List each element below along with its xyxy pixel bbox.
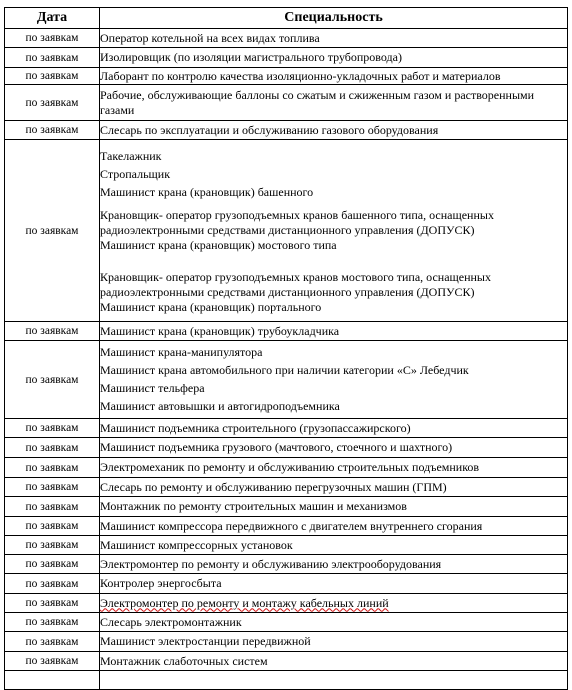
table-row <box>5 632 568 652</box>
table-row <box>5 536 568 555</box>
specialty-cell: Машинист компрессора передвижного с двигателем внутреннего сгорания <box>100 517 568 536</box>
date-cell: по заявкам <box>5 85 100 121</box>
specialty-cell: Монтажник слаботочных систем <box>100 652 568 671</box>
specialty-cell: Слесарь электромонтажник <box>100 613 568 632</box>
specialty-text: Рабочие, обслуживающие баллоны со сжатым и сжиженным газом и растворенными газами <box>100 87 535 117</box>
specialty-cell: Электромонтер по ремонту и обслуживанию электрооборудования <box>100 555 568 574</box>
specialty-cell: Слесарь по ремонту и обслуживанию перегрузочных машин (ГПМ) <box>100 478 568 497</box>
table-row <box>5 322 568 341</box>
specialty-line: Машинист крана (крановщик) башенного <box>100 184 314 199</box>
table-row <box>5 140 568 322</box>
specialty-cell: Оператор котельной на всех видах топлива <box>100 29 568 48</box>
table-row <box>5 594 568 613</box>
specialty-text: Электромонтер по ремонту и монтажу кабельных линий <box>100 595 389 610</box>
specialties-table <box>4 7 568 690</box>
date-cell: по заявкам <box>5 613 100 632</box>
table-row <box>5 68 568 85</box>
table-row <box>5 652 568 671</box>
specialty-cell: Машинист подъемника грузового (мачтового, стоечного и шахтного) <box>100 438 568 458</box>
table-row <box>5 555 568 574</box>
table-row <box>5 497 568 517</box>
header-specialty: Специальность <box>100 8 568 29</box>
date-cell: по заявкам <box>5 29 100 48</box>
specialty-cell: Машинист крана (крановщик) трубоукладчика <box>100 322 568 341</box>
date-cell: по заявкам <box>5 322 100 341</box>
date-cell: по заявкам <box>5 478 100 497</box>
table-row <box>5 85 568 121</box>
specialty-cell <box>100 594 568 613</box>
table-row <box>5 341 568 419</box>
table-row <box>5 671 568 690</box>
specialty-cell: Монтажник по ремонту строительных машин и механизмов <box>100 497 568 517</box>
date-cell: по заявкам <box>5 517 100 536</box>
date-cell <box>5 671 100 690</box>
date-cell: по заявкам <box>5 536 100 555</box>
table-row <box>5 29 568 48</box>
specialty-cell: Машинист подъемника строительного (грузопассажирского) <box>100 419 568 438</box>
specialty-cell: Электромеханик по ремонту и обслуживанию строительных подъемников <box>100 458 568 478</box>
specialty-cell <box>100 671 568 690</box>
date-cell: по заявкам <box>5 574 100 594</box>
specialty-line: Машинист крана-манипулятора <box>100 345 263 359</box>
specialty-line: Машинист автовышки и автогидроподъемника <box>100 399 340 413</box>
table-row <box>5 458 568 478</box>
table-row <box>5 121 568 140</box>
specialty-cell: Машинист компрессорных установок <box>100 536 568 555</box>
date-cell: по заявкам <box>5 555 100 574</box>
date-cell: по заявкам <box>5 121 100 140</box>
table-row <box>5 419 568 438</box>
specialty-cell: Слесарь по эксплуатации и обслуживанию газового оборудования <box>100 121 568 140</box>
date-cell: по заявкам <box>5 419 100 438</box>
header-row <box>5 8 568 29</box>
header-date: Дата <box>5 8 100 29</box>
specialty-cell: Контролер энергосбыта <box>100 574 568 594</box>
specialty-line: Машинист крана (крановщик) портального <box>100 299 322 314</box>
date-cell: по заявкам <box>5 652 100 671</box>
specialty-line: Крановщик- оператор грузоподъемных кранов башенного типа, оснащенных радиоэлектронными средствами дистанционного управления (ДОПУСК) <box>100 207 494 237</box>
specialty-line: Стропальщик <box>100 166 171 181</box>
specialty-line: Машинист тельфера <box>100 381 205 395</box>
date-cell: по заявкам <box>5 497 100 517</box>
date-cell: по заявкам <box>5 458 100 478</box>
date-cell: по заявкам <box>5 632 100 652</box>
specialty-cell: Изолировщик (по изоляции магистрального трубопровода) <box>100 48 568 68</box>
specialty-line: Крановщик- оператор грузоподъемных кранов мостового типа, оснащенных радиоэлектронными средствами дистанционного управления (ДОПУСК) <box>100 269 491 299</box>
specialty-line: Машинист крана автомобильного при наличии категории «С» Лебедчик <box>100 363 469 377</box>
specialty-cell <box>100 341 568 419</box>
table-row <box>5 438 568 458</box>
table-row <box>5 613 568 632</box>
specialty-line: Такелажник <box>100 148 162 163</box>
table-row <box>5 478 568 497</box>
specialty-cell <box>100 140 568 322</box>
specialty-cell: Лаборант по контролю качества изоляционно-укладочных работ и материалов <box>100 68 568 85</box>
date-cell: по заявкам <box>5 594 100 613</box>
specialty-cell: Машинист электростанции передвижной <box>100 632 568 652</box>
date-cell: по заявкам <box>5 48 100 68</box>
table-row <box>5 574 568 594</box>
date-cell: по заявкам <box>5 140 100 322</box>
specialty-line: Машинист крана (крановщик) мостового типа <box>100 237 337 252</box>
specialty-cell <box>100 85 568 121</box>
date-cell: по заявкам <box>5 68 100 85</box>
table-row <box>5 517 568 536</box>
table-row <box>5 48 568 68</box>
date-cell: по заявкам <box>5 438 100 458</box>
date-cell: по заявкам <box>5 341 100 419</box>
